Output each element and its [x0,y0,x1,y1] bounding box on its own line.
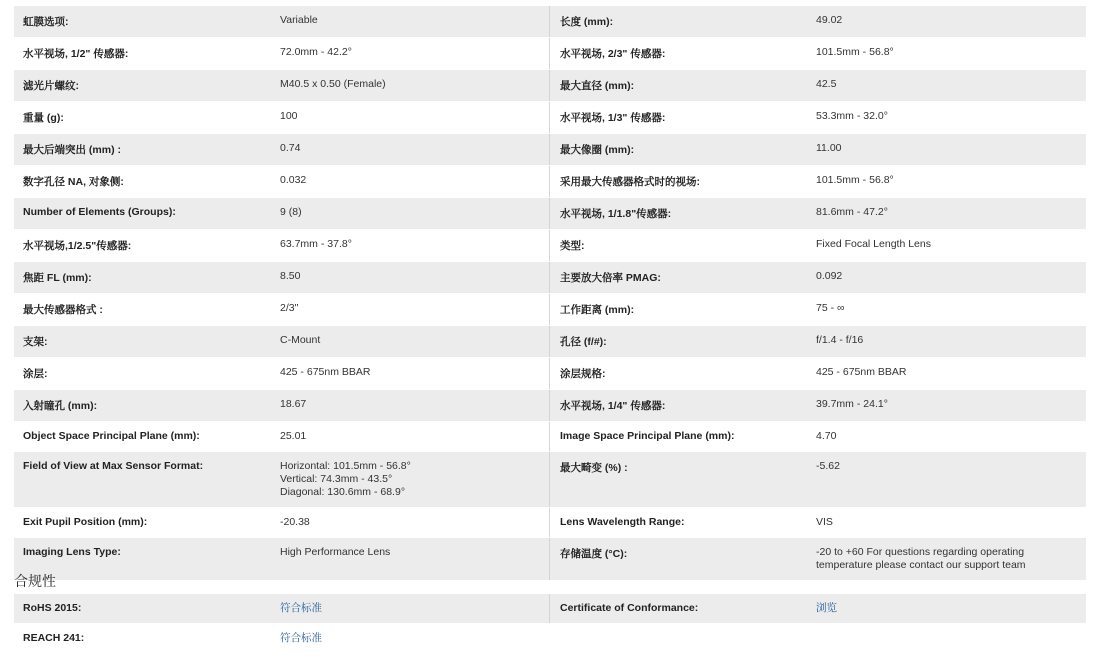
spec-label: 工作距离 (mm): [560,304,635,316]
spec-value-line: 39.7mm - 24.1° [816,398,888,410]
spec-label: 涂层规格: [560,368,606,380]
spec-value [280,38,549,69]
spec-value [816,390,1086,421]
compliance-left [14,594,550,623]
compliance-status-link[interactable]: 符合标准 [280,632,322,644]
spec-value [816,38,1086,69]
spec-value-line: 101.5mm - 56.8° [816,174,894,186]
spec-value [280,6,549,37]
spec-right [550,102,1086,133]
spec-value-line: 53.3mm - 32.0° [816,110,888,122]
spec-value [280,390,549,421]
spec-value-line: Horizontal: 101.5mm - 56.8° [280,460,411,472]
spec-label: 最大直径 (mm): [560,80,635,92]
spec-label: Image Space Principal Plane (mm): [560,430,735,442]
spec-value-line: M40.5 x 0.50 (Female) [280,78,386,90]
spec-right [550,262,1086,293]
spec-left [14,358,550,389]
spec-value-line: 2/3" [280,302,299,314]
spec-left [14,198,550,229]
spec-right [550,6,1086,37]
spec-left [14,538,550,580]
compliance-value [280,624,550,653]
spec-right [550,134,1086,165]
spec-value-line: 425 - 675nm BBAR [280,366,371,378]
spec-label: 长度 (mm): [560,16,614,28]
spec-label: 水平视场, 1/4" 传感器: [560,400,666,412]
compliance-left [14,624,550,653]
spec-row [14,102,1086,134]
spec-label: 滤光片螺纹: [23,80,79,92]
spec-value-line: 25.01 [280,430,307,442]
spec-row [14,390,1086,422]
spec-value [280,538,549,580]
spec-label: Number of Elements (Groups): [23,206,176,218]
spec-row [14,508,1086,538]
spec-right [550,358,1086,389]
spec-value [816,508,1086,537]
spec-row [14,198,1086,230]
spec-value-line: High Performance Lens [280,546,391,558]
spec-label: 焦距 FL (mm): [23,272,92,284]
spec-label: 水平视场,1/2.5"传感器: [23,240,132,252]
spec-value [816,102,1086,133]
spec-right [550,452,1086,507]
compliance-value [816,594,1086,623]
spec-label: 数字孔径 NA, 对象侧: [23,176,124,188]
compliance-value [280,594,549,623]
compliance-table [14,594,1086,654]
spec-value-line: 8.50 [280,270,301,282]
spec-row [14,230,1086,262]
spec-row [14,538,1086,581]
spec-left [14,452,550,507]
spec-value-line: 49.02 [816,14,843,26]
view-certificate-link[interactable]: 浏览 [816,602,837,614]
spec-label: 最大畸变 (%) : [560,462,628,474]
spec-value-line: 4.70 [816,430,837,442]
compliance-row [14,594,1086,624]
spec-right [550,70,1086,101]
spec-value [816,70,1086,101]
spec-right [550,230,1086,261]
spec-left [14,262,550,293]
spec-left [14,508,550,537]
spec-right [550,508,1086,537]
spec-value [816,262,1086,293]
spec-value [280,358,549,389]
spec-value-line: Variable [280,14,318,26]
spec-left [14,134,550,165]
spec-value-line: -20 to +60 For questions regarding operating [816,546,1025,558]
spec-value-line: 0.092 [816,270,843,282]
spec-label: Field of View at Max Sensor Format: [23,460,204,472]
spec-value-line: C-Mount [280,334,321,346]
spec-value-line: 72.0mm - 42.2° [280,46,352,58]
spec-value-line: Diagonal: 130.6mm - 68.9° [280,486,406,498]
spec-left [14,422,550,451]
spec-row [14,326,1086,358]
spec-label: 水平视场, 1/2" 传感器: [23,48,129,60]
spec-label: 类型: [560,240,585,252]
spec-value-line: 11.00 [816,142,842,154]
spec-label: 水平视场, 1/3" 传感器: [560,112,666,124]
spec-left [14,326,550,357]
compliance-label: RoHS 2015: [23,602,82,614]
spec-value [816,6,1086,37]
spec-row [14,38,1086,70]
spec-label: Imaging Lens Type: [23,546,121,558]
spec-label: 主要放大倍率 PMAG: [560,272,661,284]
spec-right [550,390,1086,421]
spec-row [14,452,1086,508]
spec-value [816,422,1086,451]
spec-label: 重量 (g): [23,112,64,124]
spec-label: 采用最大传感器格式时的视场: [560,176,700,188]
spec-label: 孔径 (f/#): [560,336,607,348]
spec-label: 支架: [23,336,48,348]
spec-value [280,166,549,197]
spec-value [816,134,1086,165]
spec-right [550,326,1086,357]
spec-value-line: Vertical: 74.3mm - 43.5° [280,473,393,485]
spec-value [280,134,549,165]
spec-left [14,390,550,421]
spec-value [816,230,1086,261]
spec-value [280,262,549,293]
spec-value [816,538,1086,580]
spec-value [280,452,549,507]
spec-label: Object Space Principal Plane (mm): [23,430,200,442]
spec-value [280,198,549,229]
spec-left [14,166,550,197]
spec-value [280,102,549,133]
spec-label: 水平视场, 2/3" 传感器: [560,48,666,60]
spec-value [816,166,1086,197]
spec-left [14,70,550,101]
spec-label: Exit Pupil Position (mm): [23,516,148,528]
compliance-row [14,624,1086,654]
spec-left [14,294,550,325]
spec-value [280,70,549,101]
spec-left [14,102,550,133]
spec-value-line: -5.62 [816,460,840,472]
compliance-right [550,624,1086,653]
spec-value [280,230,549,261]
spec-value-line: 425 - 675nm BBAR [816,366,907,378]
spec-left [14,230,550,261]
spec-row [14,70,1086,102]
spec-value-line: temperature please contact our support team [816,559,1026,571]
compliance-status-link[interactable]: 符合标准 [280,602,322,614]
spec-right [550,166,1086,197]
spec-label: 入射瞳孔 (mm): [23,400,98,412]
spec-right [550,38,1086,69]
spec-value-line: 101.5mm - 56.8° [816,46,894,58]
spec-value-line: 0.032 [280,174,307,186]
spec-row [14,294,1086,326]
spec-label: 存储温度 (°C): [560,548,628,560]
compliance-label [550,624,816,653]
spec-value [280,326,549,357]
spec-label: 水平视场, 1/1.8"传感器: [560,208,672,220]
compliance-value [816,624,1086,653]
spec-value [816,452,1086,507]
spec-value-line: 9 (8) [280,206,302,218]
spec-label: Lens Wavelength Range: [560,516,685,528]
compliance-label: REACH 241: [23,632,85,644]
spec-row [14,262,1086,294]
spec-right [550,422,1086,451]
compliance-title: 合规性 [14,573,56,589]
spec-label: 最大传感器格式 : [23,304,103,316]
spec-row [14,166,1086,198]
spec-value [816,294,1086,325]
spec-value [816,198,1086,229]
spec-value-line: 0.74 [280,142,301,154]
spec-value-line: 42.5 [816,78,837,90]
spec-value-line: 81.6mm - 47.2° [816,206,888,218]
spec-value-line: 63.7mm - 37.8° [280,238,352,250]
spec-right [550,538,1086,580]
spec-value-line: 18.67 [280,398,307,410]
spec-value-line: Fixed Focal Length Lens [816,238,931,250]
spec-label: 最大后端突出 (mm) : [23,144,121,156]
spec-label: 涂层: [23,368,48,380]
spec-value [280,422,549,451]
spec-row [14,422,1086,452]
spec-left [14,38,550,69]
spec-value [816,358,1086,389]
spec-value-line: f/1.4 - f/16 [816,334,864,346]
spec-right [550,198,1086,229]
spec-left [14,6,550,37]
spec-value-line: 75 - ∞ [816,302,845,314]
spec-row [14,358,1086,390]
spec-value-line: -20.38 [280,516,310,528]
spec-value [280,508,549,537]
compliance-label: Certificate of Conformance: [560,602,699,614]
spec-value [280,294,549,325]
spec-value [816,326,1086,357]
spec-row [14,134,1086,166]
spec-label: 虹膜选项: [23,16,69,28]
spec-row [14,6,1086,38]
spec-value-line: 100 [280,110,298,122]
spec-value-line: VIS [816,516,833,528]
specs-table [14,6,1086,581]
spec-label: 最大像圈 (mm): [560,144,635,156]
spec-right [550,294,1086,325]
compliance-right [550,594,1086,623]
